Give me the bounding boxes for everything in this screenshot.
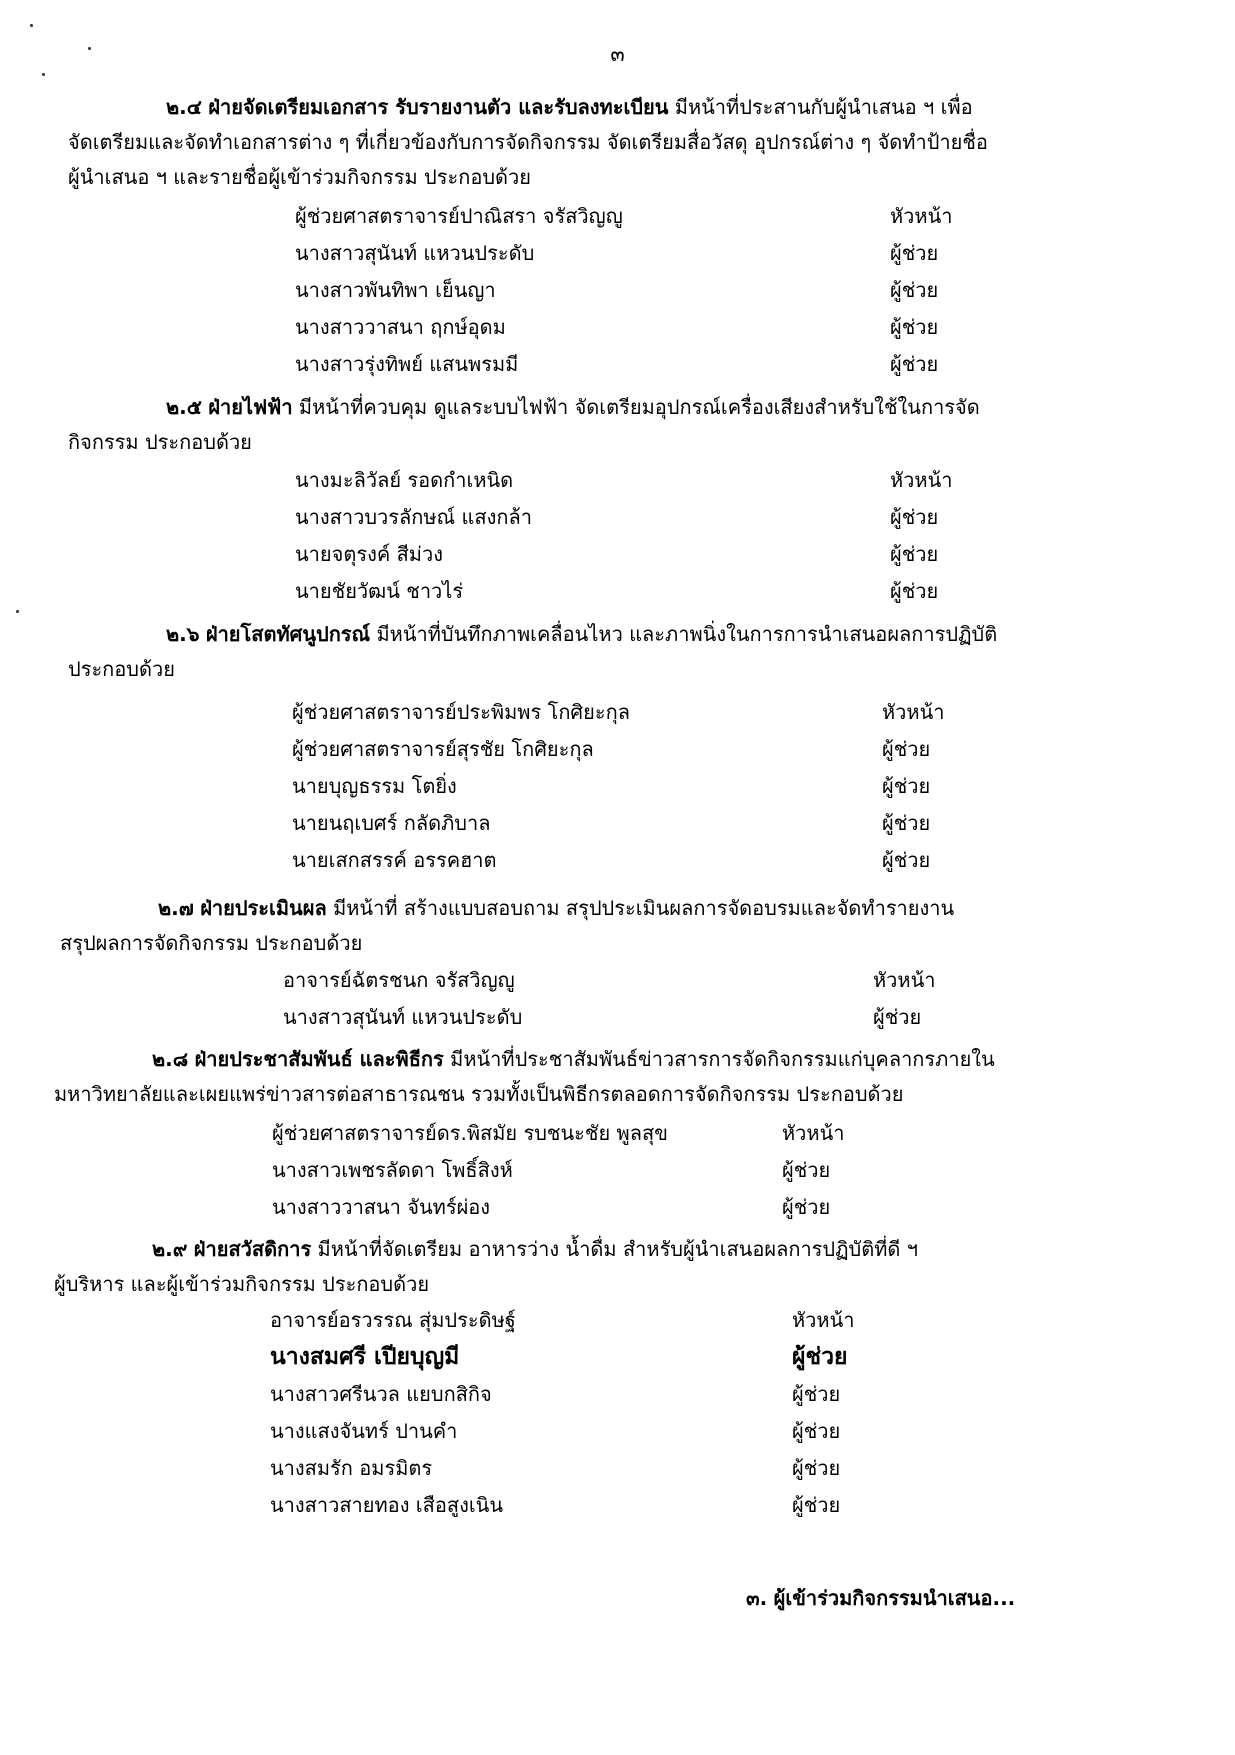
member-role: ผู้ช่วย [882,774,931,798]
member-row [283,962,983,999]
member-row [270,1413,870,1450]
member-name: นางสาวบวรลักษณ์ แสงกล้า [295,505,532,529]
member-row [270,1376,870,1413]
member-name: นางสาววาสนา ฤกษ์อุดม [295,315,506,339]
member-name: นางมะลิวัลย์ รอดกำเหนิด [295,468,514,492]
member-name: นางสาววาสนา จันทร์ผ่อง [272,1195,491,1219]
member-name: อาจารย์ฉัตรชนก จรัสวิญญู [283,968,515,992]
page-number: ๓ [610,42,625,66]
section-2-5-text [68,390,1068,460]
section-2-7-text [60,891,1060,961]
member-name: นางสาวศรีนวล แยบกสิกิจ [270,1382,492,1406]
member-row [292,694,992,731]
member-name: ผู้ช่วยศาสตราจารย์ประพิมพร โกศิยะกุล [292,700,630,724]
section-title: ฝ่ายประเมินผล [200,896,327,920]
section-title: ฝ่ายโสตทัศนูปกรณ์ [205,622,371,646]
section-line: มีหน้าที่ประชาสัมพันธ์ข่าวสารการจัดกิจกรรมแก่บุคลากรภายใน [450,1047,995,1071]
section-2-4-text [68,90,1068,195]
member-row [292,731,992,768]
member-name: อาจารย์อรวรรณ สุ่มประดิษฐ์ [270,1308,516,1332]
member-role: ผู้ช่วย [890,542,939,566]
member-name: ผู้ช่วยศาสตราจารย์ปาณิสรา จรัสวิญญู [295,204,623,228]
section-line: มีหน้าที่จัดเตรียม อาหารว่าง น้ำดื่ม สำหรับผู้นำเสนอผลการปฏิบัติที่ดี ฯ [317,1237,918,1261]
member-name: นายเสกสรรค์ อรรคฮาต [292,848,497,872]
member-name: นางสาวสุนันท์ แหวนประดับ [295,241,535,265]
member-role: ผู้ช่วย [882,811,931,835]
scan-speck [16,610,19,613]
section-line: ผู้นำเสนอ ฯ และรายชื่อผู้เข้าร่วมกิจกรรม ประกอบด้วย [68,165,531,189]
footer-text: ผู้เข้าร่วมกิจกรรมนำเสนอ... [773,1586,1016,1610]
member-role: ผู้ช่วย [890,579,939,603]
section-line: กิจกรรม ประกอบด้วย [68,430,252,454]
member-row [295,346,995,383]
member-name: ผู้ช่วยศาสตราจารย์สุรชัย โกศิยะกุล [292,737,594,761]
member-role: ผู้ช่วย [890,352,939,376]
section-title: ฝ่ายสวัสดิการ [193,1237,312,1261]
scan-speck [30,24,33,27]
member-row [270,1450,870,1487]
member-row [292,805,992,842]
section-number: ๒.๕ [166,395,202,419]
section-2-9-members [270,1302,870,1524]
member-role: หัวหน้า [890,468,953,492]
member-row [295,309,995,346]
member-row [270,1339,870,1376]
section-line: มีหน้าที่บันทึกภาพเคลื่อนไหว และภาพนิ่งในการการนำเสนอผลการปฏิบัติ [376,622,998,646]
member-role: ผู้ช่วย [782,1158,831,1182]
member-name: นางสาวสุนันท์ แหวนประดับ [283,1005,523,1029]
member-name: ผู้ช่วยศาสตราจารย์ดร.พิสมัย รบชนะชัย พูลสุข [272,1121,668,1145]
member-row [292,842,992,879]
member-role: ผู้ช่วย [782,1195,831,1219]
member-role: ผู้ช่วย [792,1344,848,1370]
member-row [295,462,995,499]
member-role: หัวหน้า [873,968,936,992]
section-number: ๒.๘ [152,1047,189,1071]
member-row [295,235,995,272]
member-row [295,573,995,610]
section-number: ๒.๔ [166,95,202,119]
member-name: นายชัยวัฒน์ ชาวไร่ [295,579,464,603]
section-2-6-members [292,694,992,879]
section-2-8-members [272,1115,872,1226]
member-role: ผู้ช่วย [882,737,931,761]
member-name: นางสาวรุ่งทิพย์ แสนพรมมี [295,352,519,376]
member-role: หัวหน้า [882,700,945,724]
section-2-9-text [54,1232,1054,1302]
section-number: ๒.๖ [166,622,200,646]
section-line: มีหน้าที่ควบคุม ดูแลระบบไฟฟ้า จัดเตรียมอุปกรณ์เครื่องเสียงสำหรับใช้ในการจัด [298,395,980,419]
member-name: นายนฤเบศร์ กลัดภิบาล [292,811,491,835]
member-role: หัวหน้า [782,1121,845,1145]
section-line: จัดเตรียมและจัดทำเอกสารต่าง ๆ ที่เกี่ยวข้องกับการจัดกิจกรรม จัดเตรียมสื่อวัสดุ อุปกรณ์ต่าง ๆ จัดทำป้ายชื่อ [68,130,988,154]
section-2-8-text [54,1042,1054,1112]
member-role: หัวหน้า [792,1308,855,1332]
member-role: ผู้ช่วย [792,1456,841,1480]
member-row [295,499,995,536]
section-line: มีหน้าที่ประสานกับผู้นำเสนอ ฯ เพื่อ [674,95,973,119]
member-role: ผู้ช่วย [890,278,939,302]
section-line: ประกอบด้วย [68,657,175,681]
section-title: ฝ่ายไฟฟ้า [208,395,293,419]
section-2-4-members [295,198,995,383]
member-role: ผู้ช่วย [873,1005,922,1029]
member-role: ผู้ช่วย [792,1419,841,1443]
section-2-7-members [283,962,983,1036]
member-row [272,1189,872,1226]
member-row [270,1302,870,1339]
member-name: นางสมรัก อมรมิตร [270,1456,433,1480]
section-2-6-text [68,617,1068,687]
member-name: นางสาวเพชรลัดดา โพธิ์สิงห์ [272,1158,513,1182]
section-line: มหาวิทยาลัยและเผยแพร่ข่าวสารต่อสาธารณชน รวมทั้งเป็นพิธีกรตลอดการจัดกิจกรรม ประกอบด้วย [54,1082,904,1106]
continuation-footer [746,1582,1015,1614]
member-role: ผู้ช่วย [882,848,931,872]
member-row [295,198,995,235]
section-number: ๒.๙ [152,1237,188,1261]
member-role: ผู้ช่วย [890,241,939,265]
section-number: ๒.๗ [158,896,194,920]
member-role: ผู้ช่วย [792,1382,841,1406]
section-title: ฝ่ายประชาสัมพันธ์ และพิธีกร [194,1047,444,1071]
footer-number: ๓. [746,1586,768,1610]
member-role: ผู้ช่วย [890,315,939,339]
section-line: สรุปผลการจัดกิจกรรม ประกอบด้วย [60,931,363,955]
section-2-5-members [295,462,995,610]
member-row [295,272,995,309]
member-name: นางสาวสายทอง เสือสูงเนิน [270,1493,504,1517]
member-row [283,999,983,1036]
section-line: มีหน้าที่ สร้างแบบสอบถาม สรุปประเมินผลการจัดอบรมและจัดทำรายงาน [333,896,955,920]
member-row [292,768,992,805]
member-name: นายบุญธรรม โตยิ่ง [292,774,457,798]
member-name: นางแสงจันทร์ ปานคำ [270,1419,458,1443]
member-row [295,536,995,573]
section-line: ผู้บริหาร และผู้เข้าร่วมกิจกรรม ประกอบด้วย [54,1272,430,1296]
member-name: นายจตุรงค์ สีม่วง [295,542,443,566]
member-role: ผู้ช่วย [792,1493,841,1517]
member-role: ผู้ช่วย [890,505,939,529]
member-row [272,1152,872,1189]
section-title: ฝ่ายจัดเตรียมเอกสาร รับรายงานตัว และรับลงทะเบียน [208,95,669,119]
member-name: นางสาวพันทิพา เย็นญา [295,278,496,302]
member-row [270,1487,870,1524]
member-name: นางสมศรี เปียบุญมี [270,1344,460,1370]
scan-speck [42,73,45,76]
member-row [272,1115,872,1152]
member-role: หัวหน้า [890,204,953,228]
